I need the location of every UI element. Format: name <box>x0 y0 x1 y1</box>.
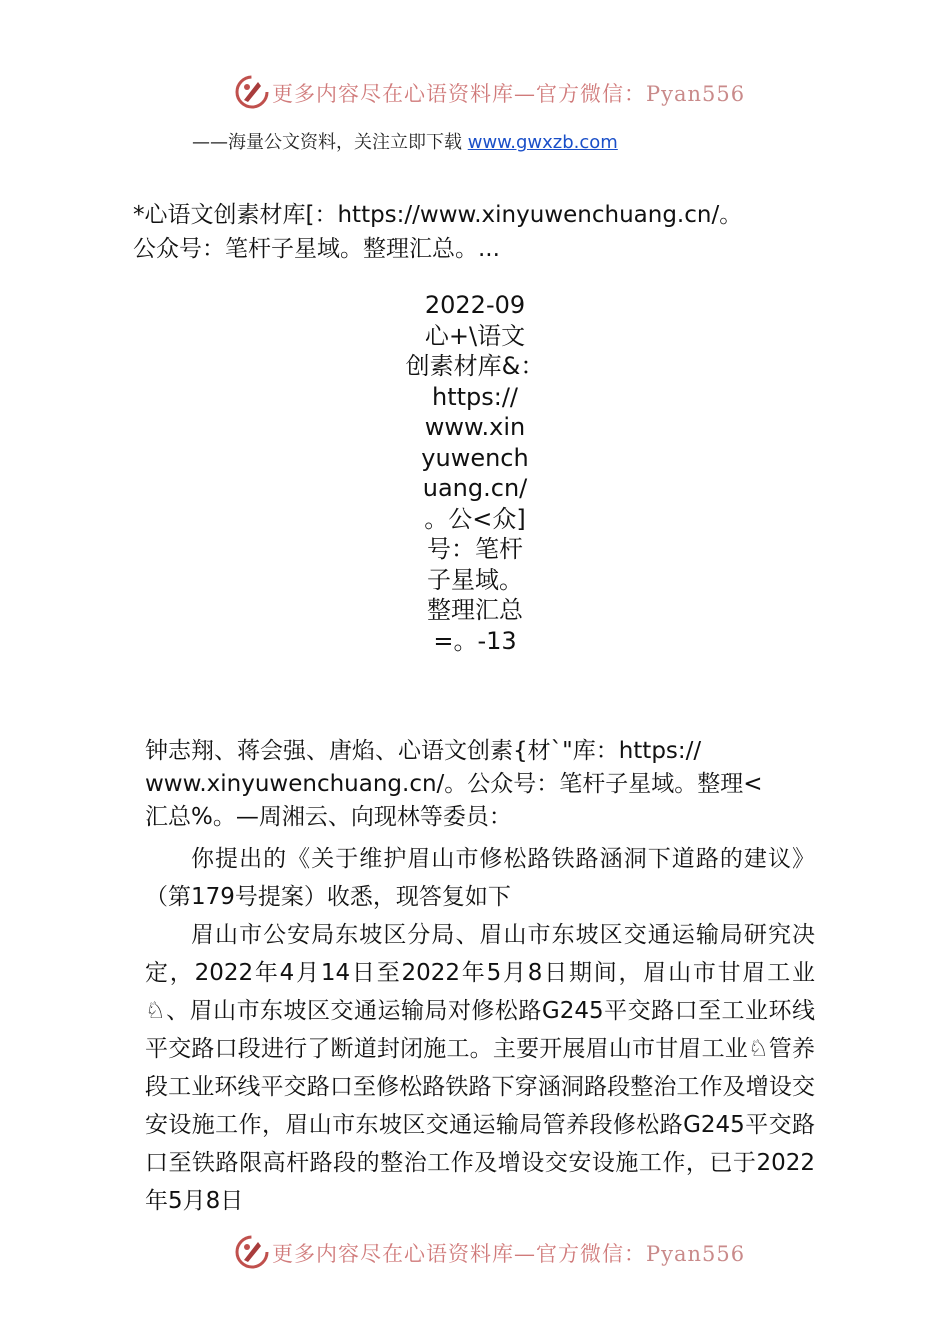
center-line: =。-13 <box>433 626 517 655</box>
center-line: 号：笔杆 <box>427 535 523 563</box>
intro-line-1: *心语文创素材库[：https://www.xinyuwenchuang.cn/。 <box>133 202 743 228</box>
recipients-line-3: 汇总%。—周湘云、向现林等委员： <box>145 804 512 830</box>
intro-line-2: 公众号：笔杆子星域。整理汇总。... <box>133 236 500 262</box>
document-body <box>145 840 815 1220</box>
banner-text <box>272 78 745 108</box>
center-line: uang.cn/ <box>422 474 528 502</box>
footer-banner <box>0 1232 950 1272</box>
banner-wechat-id: Pyan556 <box>646 82 746 106</box>
website-link[interactable]: www.gwxzb.com <box>467 132 618 153</box>
center-line: 子星域。 <box>427 565 523 594</box>
center-line: 2022-09 <box>424 291 526 319</box>
banner-text <box>272 1238 745 1268</box>
center-line: 整理汇总 <box>427 596 523 624</box>
center-line: 心+\语文 <box>424 321 526 350</box>
subline-text: ——海量公文资料，关注立即下载 <box>192 132 468 153</box>
center-line: www.xin <box>424 413 526 441</box>
logo-icon <box>234 1234 270 1270</box>
banner-wechat-id: Pyan556 <box>646 1242 746 1266</box>
center-line: 创素材库&： <box>405 352 545 380</box>
center-text-block <box>345 290 605 656</box>
header-banner <box>0 72 950 112</box>
center-line: 。公<众] <box>424 504 526 533</box>
recipients-line-1: 钟志翔、蒋会强、唐焰、心语文创素{材`"库：https:// <box>145 738 702 764</box>
center-line: yuwench <box>421 443 529 472</box>
body-paragraph-2: 眉山市公安局东坡区分局、眉山市东坡区交通运输局研究决定，2022年4月14日至2022年5月8日期间，眉山市甘眉工业♘、眉山市东坡区交通运输局对修松路G245平交路口至工业环线平交路口段进行了断道封闭施工。主要开展眉山市甘眉工业♘管养段工业环线平交路口至修松路铁路下穿涵洞路段整治工作及增设交安设施工作，眉山市东坡区交通运输局管养段修松路G245平交路口至铁路限高杆路段的整治工作及增设交安设施工作，已于2022年5月8日 <box>145 922 815 1214</box>
banner-label: 更多内容尽在心语资料库—官方微信： <box>272 1242 646 1266</box>
body-paragraph-1: 你提出的《关于维护眉山市修松路铁路涵洞下道路的建议》（第179号提案）收悉，现答复如下 <box>145 846 815 910</box>
recipients-line-2: www.xinyuwenchuang.cn/。公众号：笔杆子星域。整理< <box>145 771 763 797</box>
download-subline <box>192 128 618 154</box>
banner-label: 更多内容尽在心语资料库—官方微信： <box>272 82 646 106</box>
recipients-paragraph <box>145 735 845 834</box>
logo-icon <box>234 74 270 110</box>
intro-paragraph <box>133 198 853 266</box>
center-line: https:// <box>431 382 519 411</box>
